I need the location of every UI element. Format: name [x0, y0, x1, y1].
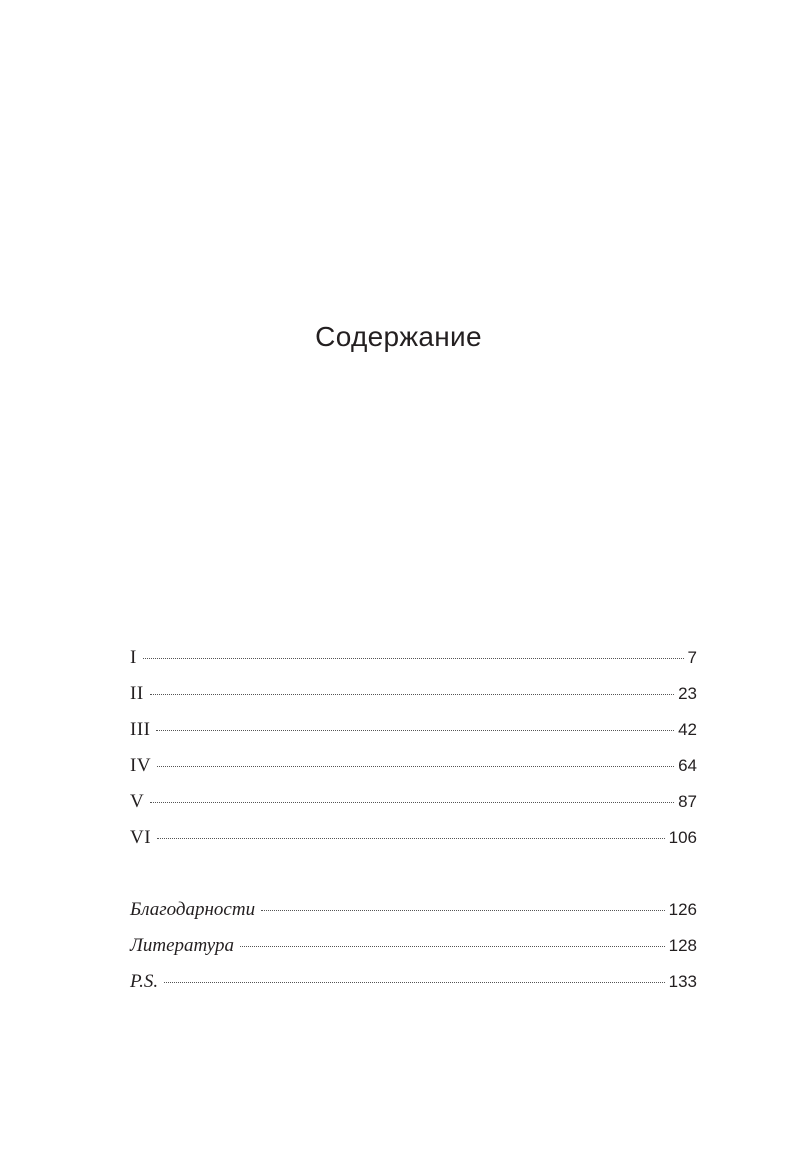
dot-leader: [150, 694, 674, 695]
toc-entry-chapter-3[interactable]: [130, 716, 697, 752]
toc-entry-label: VI: [130, 827, 152, 848]
toc-entry-label: II: [130, 683, 144, 704]
dot-leader: [150, 802, 674, 803]
page-title: Содержание: [315, 321, 482, 352]
toc-entry-page-number: 87: [678, 792, 697, 811]
dot-leader: [156, 730, 674, 731]
dot-leader: [164, 982, 664, 983]
toc-entry-page-number: 7: [687, 648, 697, 667]
toc-entry-page-number: 133: [668, 972, 697, 991]
dot-leader: [261, 910, 665, 911]
toc-entry-acknowledgements[interactable]: [130, 896, 697, 932]
dot-leader: [157, 766, 674, 767]
toc-entry-page-number: 126: [668, 900, 697, 919]
section-spacer: [130, 860, 697, 896]
toc-entry-chapter-5[interactable]: [130, 788, 697, 824]
toc-entry-chapter-1[interactable]: [130, 644, 697, 680]
toc-entry-page-number: 64: [678, 756, 697, 775]
dot-leader: [143, 658, 684, 659]
toc-entry-chapter-6[interactable]: [130, 824, 697, 860]
toc-entry-postscript[interactable]: [130, 968, 697, 1004]
toc-entry-label: V: [130, 791, 145, 812]
toc-entry-page-number: 42: [678, 720, 697, 739]
dot-leader: [240, 946, 665, 947]
toc-entry-chapter-4[interactable]: [130, 752, 697, 788]
dot-leader: [157, 838, 665, 839]
toc-entry-label: III: [130, 719, 151, 740]
toc-entry-page-number: 23: [678, 684, 697, 703]
toc-entry-chapter-2[interactable]: [130, 680, 697, 716]
toc-entry-label: I: [130, 647, 137, 668]
toc-entry-page-number: 106: [668, 828, 697, 847]
toc-entry-page-number: 128: [668, 936, 697, 955]
toc-entry-label: Литература: [130, 935, 234, 956]
toc-entry-label: IV: [130, 755, 152, 776]
table-of-contents: [130, 644, 697, 1004]
toc-entry-references[interactable]: [130, 932, 697, 968]
toc-entry-label: Благодарности: [130, 899, 256, 920]
toc-entry-label: P.S.: [130, 971, 159, 992]
